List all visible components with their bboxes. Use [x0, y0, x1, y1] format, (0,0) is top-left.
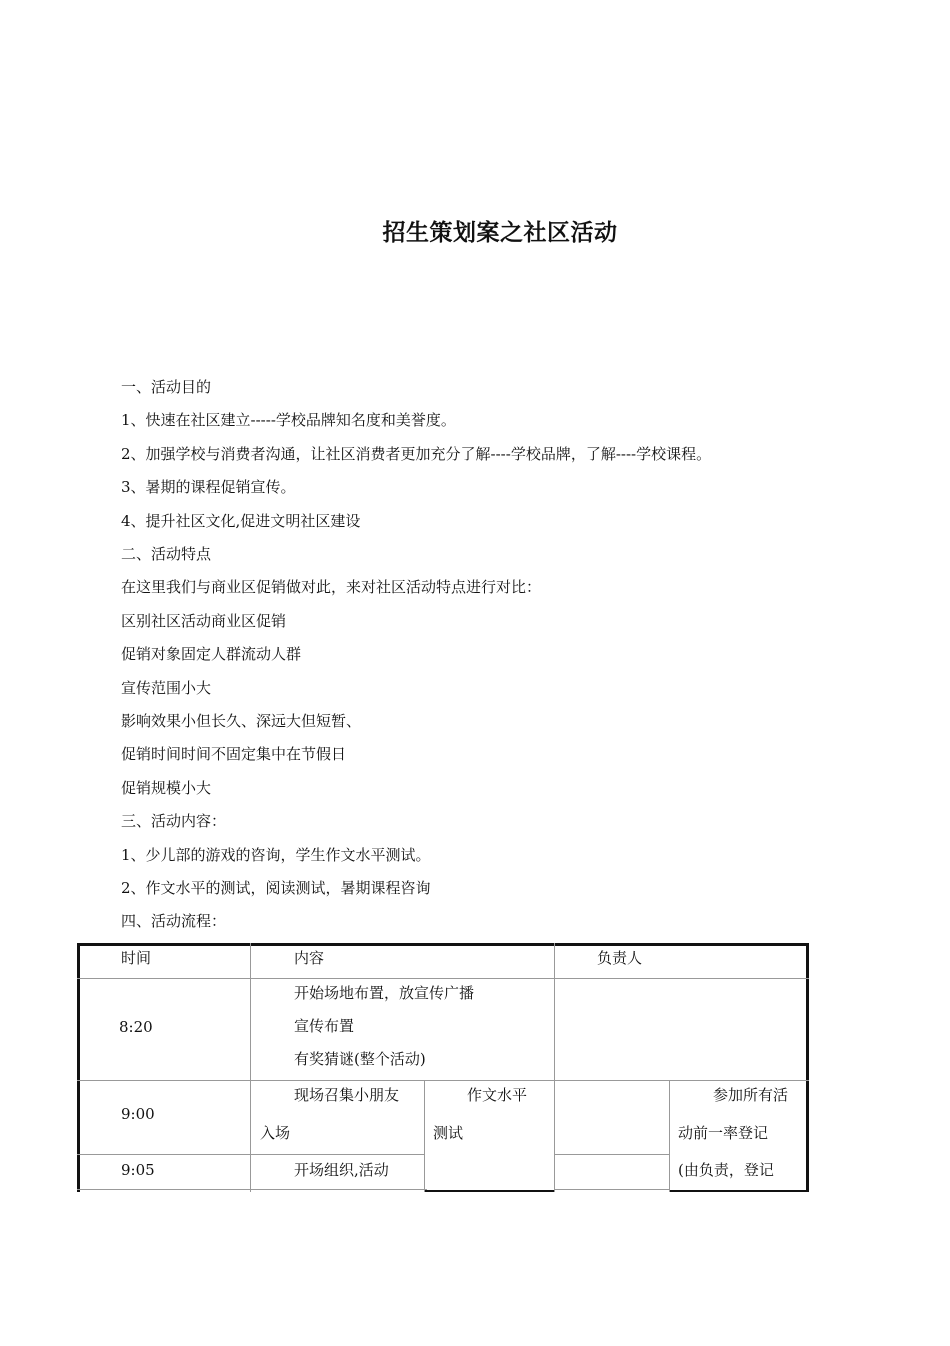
table-hline	[77, 1154, 425, 1155]
paragraph-line: 影响效果小但长久、深远大但短暂、	[121, 712, 362, 730]
paragraph-line: 1、少儿部的游戏的咨询，学生作文水平测试。	[121, 846, 431, 864]
table-hline	[554, 1154, 670, 1155]
paragraph-line: 2、加强学校与消费者沟通，让社区消费者更加充分了解----学校品牌，了解----学校课程。	[121, 445, 712, 463]
table-border-bottom-note	[669, 1190, 809, 1192]
row2-time: 9:00	[121, 1105, 155, 1123]
row1-content-line: 宣传布置	[294, 1017, 355, 1035]
row3-time: 9:05	[121, 1161, 155, 1179]
paragraph-line: 促销对象固定人群流动人群	[121, 645, 302, 663]
table-border-bottom-right	[555, 1189, 669, 1190]
table-vline	[554, 943, 555, 1192]
paragraph-line: 4、提升社区文化,促进文明社区建设	[121, 512, 361, 530]
row2-content-b-line: 作文水平	[467, 1086, 528, 1104]
paragraph-line: 促销时间时间不固定集中在节假日	[121, 745, 347, 763]
row2-note-line: 动前一率登记	[678, 1124, 769, 1142]
header-owner: 负责人	[597, 949, 643, 967]
paragraph-line: 宣传范围小大	[121, 679, 212, 697]
row1-time: 8:20	[119, 1018, 153, 1036]
table-hline	[77, 978, 809, 979]
row2-content-b-line: 测试	[433, 1124, 464, 1142]
paragraph-line: 3、暑期的课程促销宣传。	[121, 478, 296, 496]
table-border-top	[77, 943, 809, 946]
row3-content-a: 开场组织,活动	[294, 1161, 389, 1179]
row2-content-a-line: 入场	[260, 1124, 291, 1142]
paragraph-line: 在这里我们与商业区促销做对此，来对社区活动特点进行对比：	[121, 578, 542, 596]
document-title: 招生策划案之社区活动	[382, 220, 618, 246]
section-heading-flow: 四、活动流程：	[121, 912, 227, 930]
table-hline	[77, 1080, 809, 1081]
paragraph-line: 1、快速在社区建立-----学校品牌知名度和美誉度。	[121, 411, 456, 429]
table-vline	[424, 1080, 425, 1192]
paragraph-line: 区别社区活动商业区促销	[121, 612, 287, 630]
section-heading-purpose: 一、活动目的	[121, 378, 212, 396]
table-border-right	[806, 943, 809, 1192]
section-heading-content: 三、活动内容：	[121, 812, 227, 830]
row1-content-line: 开始场地布置，放宣传广播	[294, 984, 475, 1002]
header-content: 内容	[294, 949, 325, 967]
table-border-bottom-mid	[424, 1190, 555, 1192]
row2-note-line: 参加所有活	[713, 1086, 789, 1104]
header-time: 时间	[121, 949, 152, 967]
table-vline	[250, 943, 251, 1192]
paragraph-line: 促销规模小大	[121, 779, 212, 797]
table-border-bottom	[77, 1189, 427, 1190]
activity-flow-table	[77, 943, 809, 1192]
row2-note-line: (由负责，登记	[678, 1161, 774, 1179]
row2-content-a-line: 现场召集小朋友	[294, 1086, 400, 1104]
section-heading-features: 二、活动特点	[121, 545, 212, 563]
row1-content-line: 有奖猜谜(整个活动)	[294, 1050, 426, 1068]
table-vline	[669, 1080, 670, 1192]
paragraph-line: 2、作文水平的测试，阅读测试，暑期课程咨询	[121, 879, 431, 897]
